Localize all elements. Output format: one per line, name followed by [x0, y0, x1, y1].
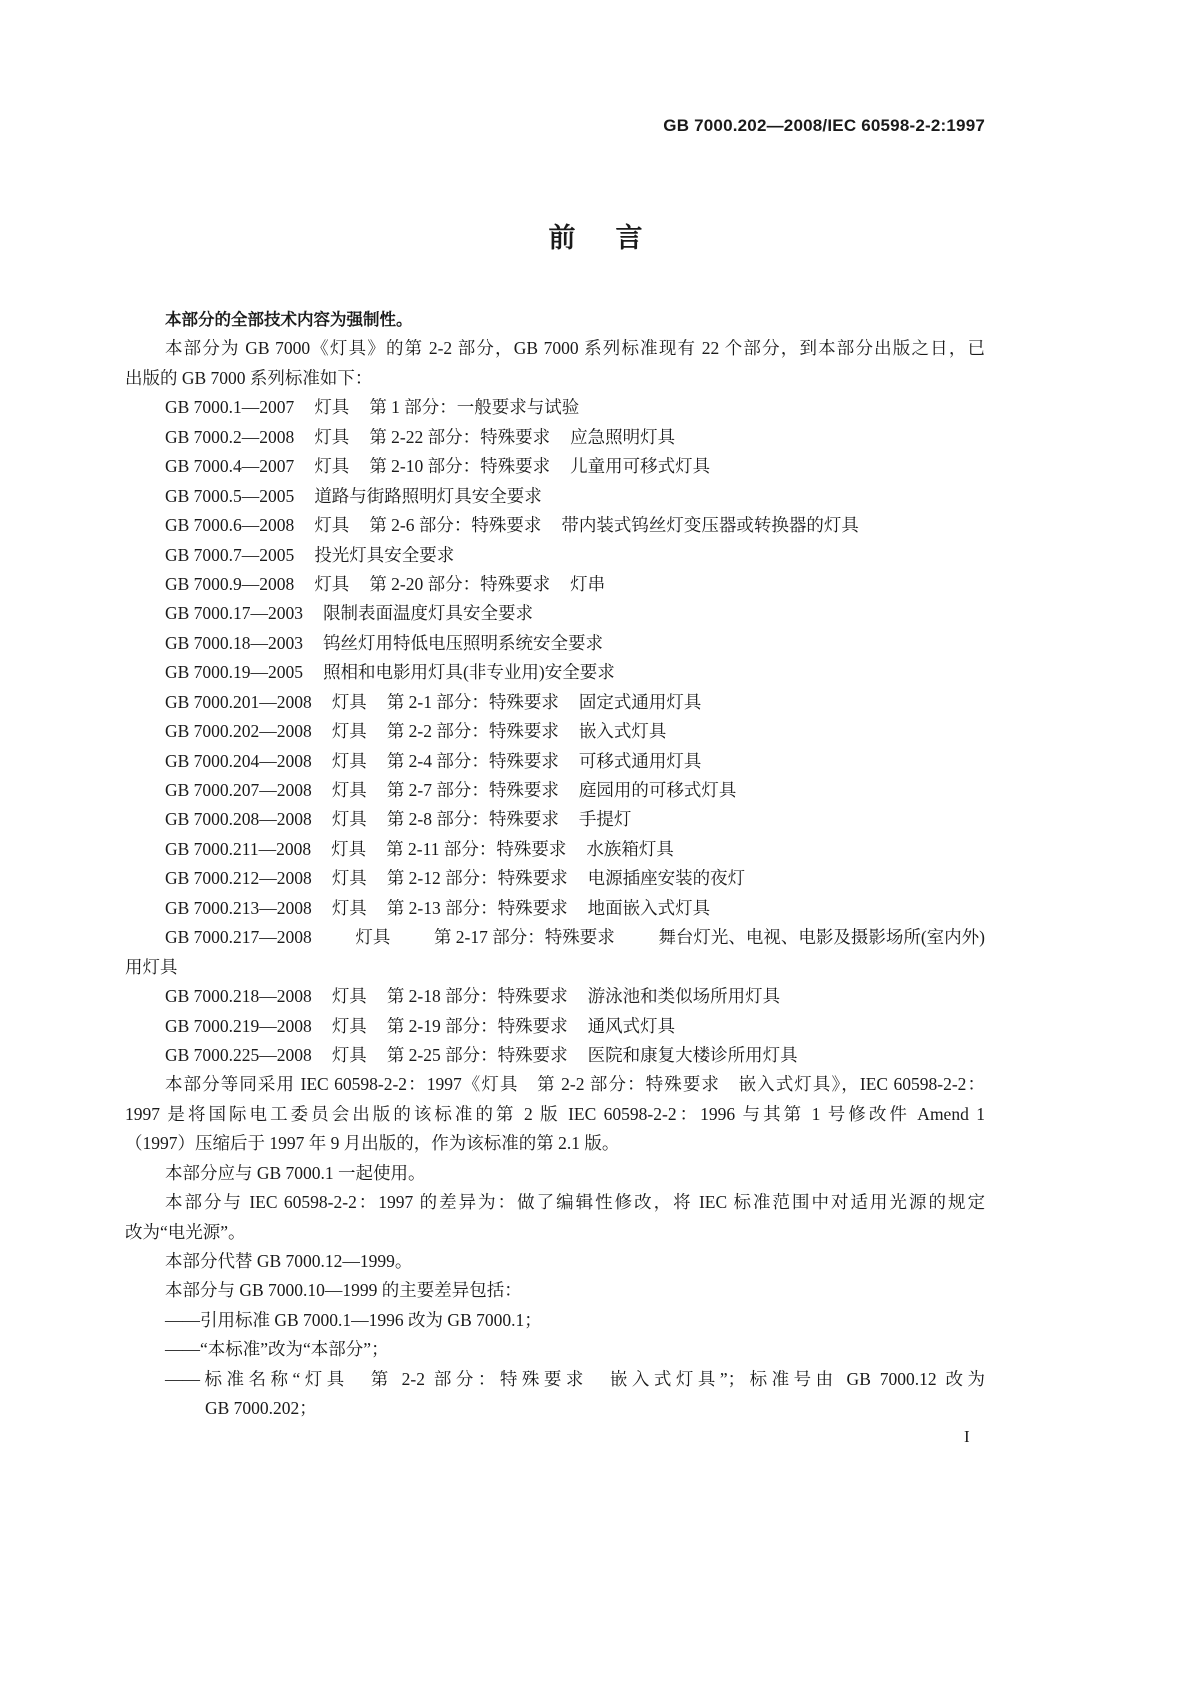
paragraph-line: 本部分等同采用 IEC 60598-2-2：1997《灯具 第 2-2 部分：特殊要求 嵌入式灯具》，IEC 60598-2-2：	[165, 1074, 985, 1095]
standard-item	[125, 982, 985, 1011]
standard-title-part: 第 2-12 部分：特殊要求	[386, 868, 568, 889]
standard-item	[125, 747, 985, 776]
diff-item: ——“本标准”改为“本部分”；	[165, 1339, 389, 1360]
standard-title-part: 第 2-8 部分：特殊要求	[386, 809, 559, 830]
standard-code: GB 7000.219—2008	[165, 1015, 312, 1036]
standard-code: GB 7000.204—2008	[165, 750, 312, 771]
standard-title-part: 灯具	[331, 809, 367, 830]
standard-item	[125, 599, 985, 628]
standard-code: GB 7000.9—2008	[165, 573, 295, 594]
standard-code: GB 7000.211—2008	[165, 838, 312, 859]
standard-item	[125, 835, 985, 864]
standard-code: GB 7000.4—2007	[165, 456, 295, 477]
standard-title-part: 灯串	[570, 573, 606, 594]
standard-item	[125, 864, 985, 893]
standard-item	[125, 717, 985, 746]
diff-item-cont: GB 7000.202；	[205, 1398, 317, 1419]
standard-code: GB 7000.201—2008	[165, 691, 312, 712]
standard-item	[125, 776, 985, 805]
standard-code: GB 7000.18—2003	[165, 632, 304, 653]
document-body	[125, 305, 985, 1424]
standard-title-part: 第 2-13 部分：特殊要求	[386, 897, 568, 918]
standard-title-part: 第 2-25 部分：特殊要求	[386, 1044, 568, 1065]
standard-title-part: 第 2-18 部分：特殊要求	[386, 986, 568, 1007]
paragraph-line: 本部分与 GB 7000.10—1999 的主要差异包括：	[165, 1280, 522, 1301]
standard-title-part: 第 2-6 部分：特殊要求	[369, 515, 542, 536]
standard-title-part: 灯具	[314, 573, 350, 594]
standard-title-part: 灯具	[331, 838, 367, 859]
standard-title-part: 手提灯	[578, 809, 632, 830]
standard-item	[125, 393, 985, 422]
standard-title-part: 灯具	[331, 986, 367, 1007]
paragraph-line: 1997 是将国际电工委员会出版的该标准的第 2 版 IEC 60598-2-2：1996 与其第 1 号修改件 Amend 1	[125, 1103, 985, 1124]
standard-code: GB 7000.225—2008	[165, 1044, 312, 1065]
standard-item	[125, 1012, 985, 1041]
standard-title-part: 照相和电影用灯具(非专业用)安全要求	[323, 662, 615, 683]
standard-title-part: 灯具	[331, 1044, 367, 1065]
standard-item	[125, 894, 985, 923]
mandatory-statement: 本部分的全部技术内容为强制性。	[165, 310, 413, 329]
standard-title-part: 灯具	[331, 780, 367, 800]
standard-title-part: 第 2-1 部分：特殊要求	[386, 691, 559, 712]
standard-code: GB 7000.6—2008	[165, 515, 295, 536]
standard-title-part: 第 1 部分：一般要求与试验	[369, 397, 580, 418]
paragraph-line: 本部分为 GB 7000《灯具》的第 2-2 部分，GB 7000 系列标准现有 22 个部分，到本部分出版之日，已	[165, 338, 985, 359]
standard-title-part: 电源插座安装的夜灯	[587, 868, 746, 889]
standard-code: GB 7000.217—2008	[165, 927, 312, 948]
standard-title-part: 水族箱灯具	[586, 838, 674, 859]
standard-title-part: 第 2-20 部分：特殊要求	[369, 573, 551, 594]
paragraph-line: 改为“电光源”。	[125, 1221, 246, 1242]
standard-title-part: 游泳池和类似场所用灯具	[587, 986, 781, 1007]
standard-title-part: 舞台灯光、电视、电影及摄影场所(室内外)	[658, 927, 985, 948]
standard-title-part: 通风式灯具	[587, 1015, 676, 1036]
standard-code: GB 7000.207—2008	[165, 780, 312, 800]
standard-code: GB 7000.2—2008	[165, 426, 295, 447]
standard-item-cont: 用灯具	[125, 956, 178, 977]
standard-item	[125, 541, 985, 570]
standard-title-part: 灯具	[331, 1015, 367, 1036]
standard-title-part: 第 2-4 部分：特殊要求	[386, 750, 559, 771]
standard-title-part: 灯具	[314, 397, 350, 418]
standard-item	[125, 688, 985, 717]
standard-item	[125, 423, 985, 452]
standard-title-part: 第 2-7 部分：特殊要求	[386, 780, 559, 800]
standard-title-part: 应急照明灯具	[570, 426, 676, 447]
standard-code: GB 7000.212—2008	[165, 868, 312, 889]
standard-code: GB 7000.19—2005	[165, 662, 304, 683]
standard-code: GB 7000.213—2008	[165, 897, 312, 918]
standard-title-part: 带内装式钨丝灯变压器或转换器的灯具	[561, 515, 859, 536]
standard-item	[125, 482, 985, 511]
standard-item	[125, 658, 985, 687]
standard-title-part: 灯具	[314, 456, 350, 477]
document-header: GB 7000.202—2008/IEC 60598-2-2:1997	[663, 116, 985, 135]
standard-title-part: 第 2-19 部分：特殊要求	[386, 1015, 568, 1036]
standard-title-part: 第 2-11 部分：特殊要求	[386, 838, 567, 859]
standard-item	[125, 570, 985, 599]
standard-item	[125, 805, 985, 834]
standard-item	[125, 923, 985, 952]
standard-title-part: 灯具	[331, 897, 367, 918]
standard-code: GB 7000.218—2008	[165, 986, 312, 1007]
standard-title-part: 道路与街路照明灯具安全要求	[314, 485, 542, 506]
paragraph-line: （1997）压缩后于 1997 年 9 月出版的，作为该标准的第 2.1 版。	[125, 1133, 620, 1154]
standard-title-part: 灯具	[331, 721, 367, 742]
standard-title-part: 灯具	[314, 515, 350, 536]
standard-title-part: 庭园用的可移式灯具	[578, 780, 737, 800]
standard-item	[125, 452, 985, 481]
standard-title-part: 第 2-22 部分：特殊要求	[369, 426, 551, 447]
diff-item: ——标准名称“灯具 第 2-2 部分：特殊要求 嵌入式灯具”；标准号由 GB 7000.12 改为	[165, 1368, 985, 1389]
standard-title-part: 嵌入式灯具	[578, 721, 667, 742]
paragraph-line: 本部分代替 GB 7000.12—1999。	[165, 1251, 413, 1271]
standard-code: GB 7000.17—2003	[165, 603, 304, 624]
standard-title-part: 灯具	[355, 927, 391, 948]
standard-code: GB 7000.208—2008	[165, 809, 312, 830]
paragraph-line: 出版的 GB 7000 系列标准如下：	[125, 367, 373, 388]
standard-code: GB 7000.202—2008	[165, 721, 312, 742]
standard-item	[125, 511, 985, 540]
standard-title-part: 限制表面温度灯具安全要求	[323, 603, 534, 624]
standards-list	[125, 393, 985, 1070]
paragraph-line: 本部分与 IEC 60598-2-2：1997 的差异为：做了编辑性修改，将 IEC 标准范围中对适用光源的规定	[165, 1192, 985, 1213]
standard-title-part: 儿童用可移式灯具	[570, 456, 711, 477]
standard-title-part: 地面嵌入式灯具	[587, 897, 711, 918]
standard-title-part: 第 2-10 部分：特殊要求	[369, 456, 551, 477]
standard-code: GB 7000.1—2007	[165, 397, 295, 418]
standard-title-part: 医院和康复大楼诊所用灯具	[587, 1044, 798, 1065]
diff-item: ——引用标准 GB 7000.1—1996 改为 GB 7000.1；	[165, 1309, 542, 1330]
page-number: I	[964, 1427, 970, 1446]
standard-item	[125, 629, 985, 658]
standard-title-part: 投光灯具安全要求	[314, 544, 455, 565]
standard-title-part: 可移式通用灯具	[578, 750, 702, 771]
standard-code: GB 7000.5—2005	[165, 485, 295, 506]
standard-title-part: 灯具	[331, 750, 367, 771]
standard-title-part: 固定式通用灯具	[578, 691, 702, 712]
standard-title-part: 第 2-2 部分：特殊要求	[386, 721, 559, 742]
standard-title-part: 灯具	[331, 868, 367, 889]
page-title: 前言	[548, 223, 683, 254]
standard-item	[125, 1041, 985, 1070]
standard-title-part: 第 2-17 部分：特殊要求	[433, 927, 615, 948]
standard-code: GB 7000.7—2005	[165, 544, 295, 565]
standard-title-part: 灯具	[314, 426, 350, 447]
standard-title-part: 灯具	[331, 691, 367, 712]
paragraph-line: 本部分应与 GB 7000.1 一起使用。	[165, 1162, 426, 1183]
standard-title-part: 钨丝灯用特低电压照明系统安全要求	[323, 632, 604, 653]
